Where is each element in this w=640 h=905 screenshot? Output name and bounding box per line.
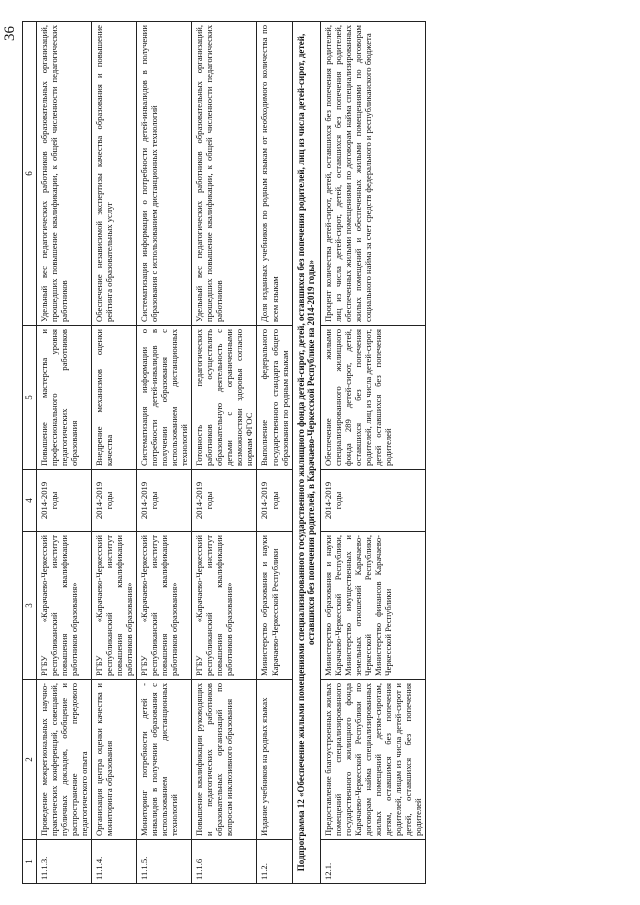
header-cell: 3 [23,532,37,680]
rotated-page [2,22,612,884]
table-row [36,22,91,884]
table-row [192,22,257,884]
row-indicator: Удельный вес педагогических работников образовательных организаций, прошедших повышение квалификации, к общей численности педагогических работников [192,22,257,326]
row-executor: Министерство образования и науки Карачаево-Черкесской Республики, Министерство имущественных и земельных отношений Карачаево-Черкесской Республики, Министерство финансов Карачаево-Черкесской Республики [320,532,425,680]
subprogram-row [292,22,320,884]
row-period: 2014-2019 годы [257,470,292,532]
header-cell: 2 [23,680,37,840]
header-cell: 6 [23,22,37,326]
row-result: Внедрение механизмов оценки качества [91,326,136,470]
row-period: 2014-2019 годы [320,470,425,532]
page-number: 36 [2,26,18,41]
header-row [23,22,37,884]
table-row [136,22,191,884]
row-event: Проведение межрегиональных научно-практических конференций, совещаний, публичных докладов, обобщение и распространение передового педагогического опыта [36,680,91,840]
row-number: 12.1. [320,840,425,884]
row-indicator: Удельный вес педагогических работников образовательных организаций, прошедших повышение квалификации, к общей численности педагогических работников [36,22,91,326]
table-row [320,22,425,884]
row-number: 11.1.3. [36,840,91,884]
row-indicator: Процент количества детей-сирот, детей, оставшихся без попечения родителей, лиц из числа детей-сирот, детей, оставшихся без попечения родителей, обеспеченных жилыми помещениями по договорам найма специализированных жилых помещений и обеспеченных жилыми помещениями по договорам социального найма за счет средств федерального и республиканского бюджета [320,22,425,326]
program-table [22,21,426,884]
row-result: Выполнение федерального государственного стандарта общего образования по родным языкам [257,326,292,470]
row-executor: РГБУ «Карачаево-Черкесский республиканский институт повышения квалификации работников образования» [91,532,136,680]
row-indicator: Доля изданных учебников по родным языкам от необходимого количества по всем языкам [257,22,292,326]
header-cell: 5 [23,326,37,470]
subprogram-title: Подпрограмма 12 «Обеспечение жилыми помещениями специализированного государственного жилищного фонда детей-сирот, детей, оставшихся без попечения родителей, лиц из числа детей-сирот, детей, оставшихся без попечения родителей, в Карачаево-Черкесской Республике на 2014-2019 годы» [292,22,320,884]
row-indicator: Систематизация информации о потребности детей-инвалидов в получении образования с использованием дистанционных технологий [136,22,191,326]
row-event: Повышение квалификации руководящих и педагогических работников образовательных организаций по вопросам инклюзивного образования [192,680,257,840]
row-executor: РГБУ «Карачаево-Черкесский республиканский институт повышения квалификации работников образования» [36,532,91,680]
row-period: 2014-2019 годы [136,470,191,532]
table-row [91,22,136,884]
row-result: Готовность педагогических работников осуществлять образовательную деятельность с детьми с ограниченными возможностями здоровья согласно нормам ФГОС [192,326,257,470]
row-number: 11.1.6 [192,840,257,884]
row-number: 11.1.4. [91,840,136,884]
row-indicator: Обеспечение независимой экспертизы качества образования и повышение рейтинга образовательных услуг [91,22,136,326]
row-executor: РГБУ «Карачаево-Черкесский республиканский институт повышения квалификации работников образования» [136,532,191,680]
row-result: Повышение мастерства и профессионального уровня педагогических работников образования [36,326,91,470]
row-result: Обеспечение жилыми специализированного жилищного фонда 289 детей-сирот, детей, оставшихся без попечения родителей, лиц из числа детей-сирот, детей оставшихся без попечения родителей [320,326,425,470]
row-event: Организация центра оценки качества и мониторинга образования [91,680,136,840]
row-result: Систематизация информации о потребности детей-инвалидов в получении образования с использованием дистанционных технологий [136,326,191,470]
row-executor: РГБУ «Карачаево-Черкесский республиканский институт повышения квалификации работников образования» [192,532,257,680]
row-number: 11.2. [257,840,292,884]
row-executor: Министерство образования и науки Карачаево-Черкесской Республики [257,532,292,680]
row-period: 2014-2019 годы [91,470,136,532]
row-number: 11.1.5. [136,840,191,884]
row-event: Издание учебников на родных языках [257,680,292,840]
header-cell: 4 [23,470,37,532]
header-cell: 1 [23,840,37,884]
row-period: 2014-2019 годы [36,470,91,532]
row-event: Мониторинг потребности детей - инвалидов в получении образования с использованием дистанционных технологий [136,680,191,840]
row-period: 2014-2019 годы [192,470,257,532]
table-row [257,22,292,884]
row-event: Предоставление благоустроенных жилых помещений специализированного государственного жилищного фонда Карачаево-Черкесской Республики по договорам найма специализированных жилых помещений детям-сиротам, детям, оставшимся без попечения родителей, лицам из числа детей-сирот и детей, оставшихся без попечения родителей [320,680,425,840]
